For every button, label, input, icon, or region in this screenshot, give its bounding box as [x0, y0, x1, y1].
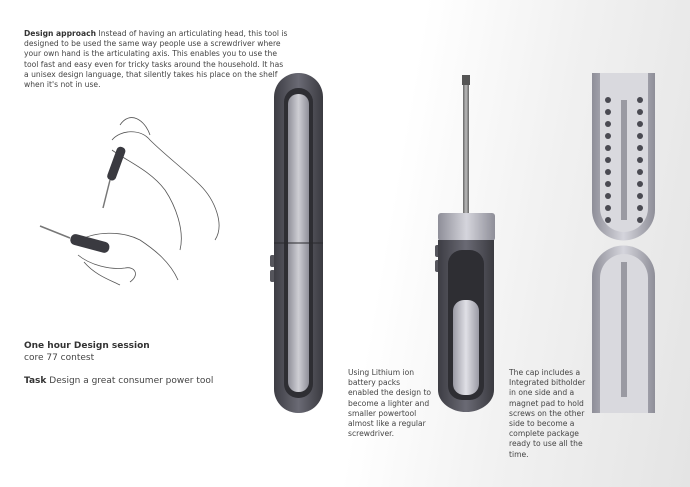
- cap-note: The cap includes a Integrated bitholder in one side and a magnet pad to hold screws on the other side to become a complete package ready to use all the time.: [509, 368, 586, 459]
- bit-slot: [605, 157, 611, 163]
- bit-slot: [605, 145, 611, 151]
- hand-sketch-bottom: [40, 226, 178, 285]
- tool-closed: [270, 73, 323, 413]
- bit-slot: [605, 97, 611, 103]
- bit-slot: [637, 145, 643, 151]
- task-body: Design a great consumer power tool: [49, 376, 214, 386]
- session-title: One hour Design session: [24, 341, 150, 351]
- bit-slot: [637, 157, 643, 163]
- bit-slot: [605, 217, 611, 223]
- bit-slot: [605, 121, 611, 127]
- bit-slot: [605, 193, 611, 199]
- bit-slot: [637, 97, 643, 103]
- bit-slot: [605, 169, 611, 175]
- tool-cap-open: [592, 73, 655, 413]
- tool-open: [435, 75, 495, 412]
- design-approach-heading: Design approach: [24, 29, 97, 38]
- task-text: [24, 375, 224, 387]
- bit-slot: [637, 169, 643, 175]
- battery-note: Using Lithium ion battery packs enabled the design to become a lighter and smaller powertool almost like a regular screwdriver.: [348, 368, 432, 439]
- bit-slot: [637, 217, 643, 223]
- bit-slot: [637, 181, 643, 187]
- design-approach-text: [24, 29, 289, 90]
- bit-slot: [605, 205, 611, 211]
- bit-slot: [605, 133, 611, 139]
- bit-slot: [637, 133, 643, 139]
- bit-slot: [637, 109, 643, 115]
- session-subtitle: core 77 contest: [24, 353, 95, 363]
- bit-slot: [605, 181, 611, 187]
- task-heading: Task: [24, 376, 47, 386]
- session-info: [24, 340, 244, 364]
- hand-sketch-top: [103, 118, 219, 250]
- bit-slot: [637, 121, 643, 127]
- design-approach-body: Instead of having an articulating head, this tool is designed to be used the same way people use a screwdriver where your own hand is the articulating axis. This enables you to use the tool fast and easy even for tricky tasks around the household. It has a unisex design language, that silently takes his place on the shelf when it's not in use.: [24, 29, 288, 90]
- bit-slot: [637, 205, 643, 211]
- bit-slot: [637, 193, 643, 199]
- bit-slot: [605, 109, 611, 115]
